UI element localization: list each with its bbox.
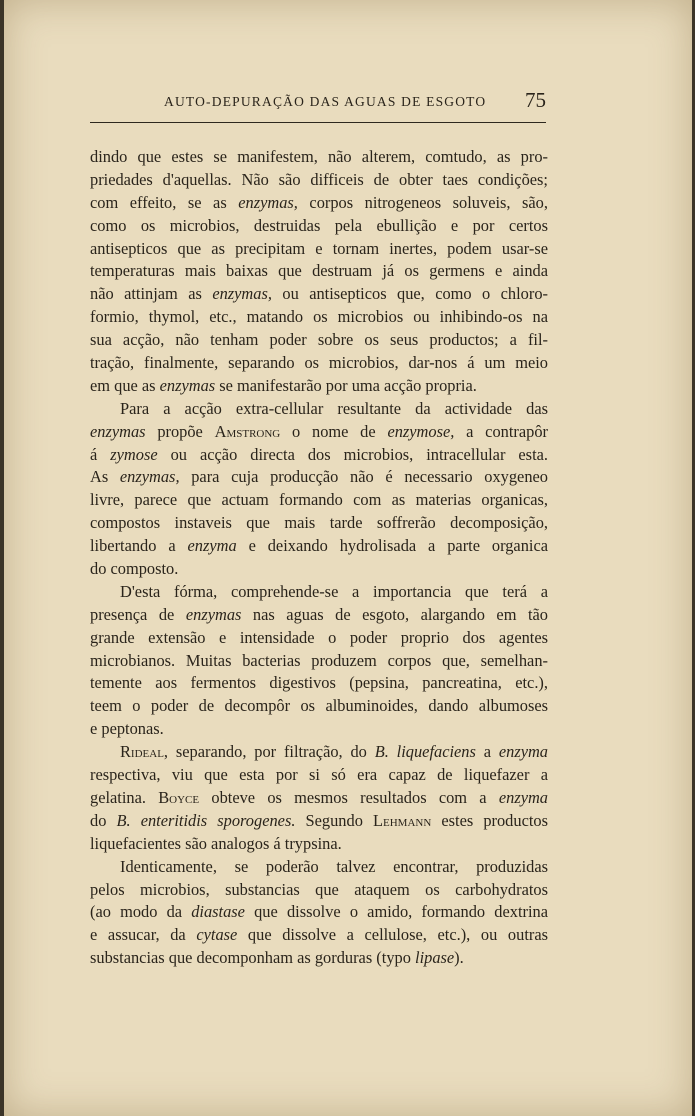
text-line	[90, 947, 548, 970]
text-segment: ou antisepticos que, como o chloro-	[271, 284, 548, 304]
author-name: Lehmann	[372, 810, 432, 830]
text-segment: teem o poder de decompôr os albuminoides, dando albumoses	[90, 696, 548, 716]
text-line	[90, 512, 548, 535]
body-text	[90, 146, 548, 970]
text-segment: nas aguas de esgoto, alargando em tão	[241, 604, 548, 624]
italic-term: enzymas,	[238, 192, 298, 212]
text-segment: gelatina.	[90, 787, 159, 807]
text-segment: antisepticos que as precipitam e tornam inertes, podem usar-se	[90, 238, 548, 258]
text-segment: que dissolve a cellulose, etc.), ou outras	[237, 925, 548, 945]
text-line	[90, 856, 548, 879]
text-line	[90, 718, 548, 741]
text-segment: respectiva, viu que esta por si só era capaz de liquefazer a	[90, 765, 548, 785]
italic-term: enzymas	[159, 375, 216, 395]
text-segment: a contrapôr	[454, 421, 548, 441]
text-line	[90, 741, 548, 764]
italic-term: enzymas,	[212, 284, 272, 304]
text-line	[90, 444, 548, 467]
text-segment: separando, por filtração, do	[168, 742, 375, 762]
text-segment: sua acção, não tenham poder sobre os seus productos; a fil-	[90, 330, 548, 350]
text-line	[90, 238, 548, 261]
text-segment: temente aos fermentos digestivos (pepsina, pancreatina, etc.),	[90, 673, 548, 693]
text-segment: ou acção directa dos microbios, intracellular esta.	[157, 444, 548, 464]
text-line	[90, 352, 548, 375]
italic-term: cytase	[196, 925, 238, 945]
text-segment: priedades d'aquellas. Não são difficeis de obter taes condições;	[90, 169, 548, 189]
text-segment: temperaturas mais baixas que destruam já os germens e ainda	[90, 261, 548, 281]
text-segment: á	[90, 444, 111, 464]
author-name: Rideal,	[120, 742, 169, 762]
text-segment: dindo que estes se manifestem, não alterem, comtudo, as pro-	[90, 147, 548, 166]
text-segment: se manifestarão por uma acção propria.	[215, 375, 477, 395]
text-line	[90, 375, 548, 398]
text-segment: não attinjam as	[90, 284, 213, 304]
author-name: Amstrong	[214, 421, 281, 441]
text-segment: estes productos	[431, 810, 548, 830]
text-segment: e assucar, da	[90, 925, 197, 945]
italic-term: enzyma	[187, 536, 237, 556]
italic-term: enzymas	[90, 421, 146, 441]
text-segment: corpos nitrogeneos soluveis, são,	[297, 192, 548, 212]
text-line	[90, 215, 548, 238]
italic-term: enzymas,	[119, 467, 180, 487]
text-line	[90, 787, 548, 810]
text-segment: libertando a	[90, 536, 188, 556]
text-segment: Segundo	[295, 810, 373, 830]
italic-term: lipase	[415, 948, 455, 968]
text-segment: D'esta fórma, comprehende-se a importancia que terá a	[120, 581, 548, 601]
book-page	[4, 0, 692, 1116]
text-line	[90, 901, 548, 924]
italic-term: zymose	[110, 444, 158, 464]
text-segment: compostos instaveis que mais tarde soffrerão decomposição,	[90, 513, 548, 533]
italic-term: diastase	[191, 902, 245, 922]
text-segment: obteve os mesmos resultados com a	[199, 787, 499, 807]
text-segment: microbianos. Muitas bacterias produzem corpos que, semelhan-	[90, 650, 548, 670]
text-segment: (ao modo da	[90, 902, 192, 922]
text-line	[90, 604, 548, 627]
italic-term: B. enteritidis sporogenes.	[116, 810, 296, 830]
text-segment: substancias que decomponham as gorduras (typo	[90, 948, 416, 968]
text-line	[90, 260, 548, 283]
text-line	[90, 924, 548, 947]
text-segment: o nome de	[280, 421, 388, 441]
text-line	[90, 489, 548, 512]
text-line	[90, 306, 548, 329]
text-line	[90, 169, 548, 192]
text-segment: ).	[454, 948, 464, 968]
text-segment: a	[475, 742, 499, 762]
text-segment: propõe	[145, 421, 215, 441]
text-segment: Identicamente, se poderão talvez encontrar, produzidas	[120, 856, 548, 876]
text-segment: como os microbios, destruidas pela ebullição e por certos	[90, 215, 548, 235]
text-segment: do composto.	[90, 559, 179, 579]
text-segment: para cuja producção não é necessario oxygeneo	[179, 467, 548, 487]
text-line	[90, 672, 548, 695]
text-segment: e peptonas.	[90, 719, 164, 739]
page-number: 75	[525, 88, 546, 112]
text-line	[90, 879, 548, 902]
running-title: AUTO-DEPURAÇÃO DAS AGUAS DE ESGOTO	[164, 94, 487, 109]
text-line	[90, 192, 548, 215]
text-line	[90, 398, 548, 421]
text-line	[90, 558, 548, 581]
text-segment: em que as	[90, 375, 160, 395]
text-line	[90, 695, 548, 718]
text-segment: Para a acção extra-cellular resultante da actividade das	[120, 398, 548, 418]
text-line	[90, 833, 548, 856]
text-line	[90, 810, 548, 833]
text-line	[90, 466, 548, 489]
text-segment: livre, parece que actuam formando com as materias organicas,	[90, 490, 548, 510]
italic-term: B. liquefaciens	[374, 742, 476, 762]
text-line	[90, 535, 548, 558]
text-segment: tração, finalmente, separando os microbios, dar-nos á um meio	[90, 353, 548, 373]
text-segment: e deixando hydrolisada a parte organica	[236, 536, 549, 556]
text-segment: formio, thymol, etc., matando os microbios ou inhibindo-os na	[90, 307, 548, 327]
text-line	[90, 581, 548, 604]
text-segment: liquefacientes são analogos á trypsina.	[90, 833, 342, 853]
page-header	[90, 86, 546, 123]
italic-term: enzymose,	[387, 421, 455, 441]
text-line	[90, 146, 548, 169]
text-line	[90, 283, 548, 306]
text-line	[90, 329, 548, 352]
text-segment: grande extensão e intensidade o poder proprio dos agentes	[90, 627, 548, 647]
italic-term: enzyma	[498, 787, 548, 807]
text-line	[90, 764, 548, 787]
text-line	[90, 421, 548, 444]
text-segment: presença de	[90, 604, 186, 624]
text-segment: que dissolve o amido, formando dextrina	[244, 902, 548, 922]
text-segment: pelos microbios, substancias que ataquem os carbohydratos	[90, 879, 548, 899]
italic-term: enzymas	[185, 604, 242, 624]
text-line	[90, 627, 548, 650]
text-segment: As	[90, 467, 120, 487]
text-segment: do	[90, 810, 117, 830]
text-segment: com effeito, se as	[90, 192, 239, 212]
text-line	[90, 650, 548, 673]
author-name: Boyce	[158, 787, 200, 807]
italic-term: enzyma	[498, 742, 548, 762]
